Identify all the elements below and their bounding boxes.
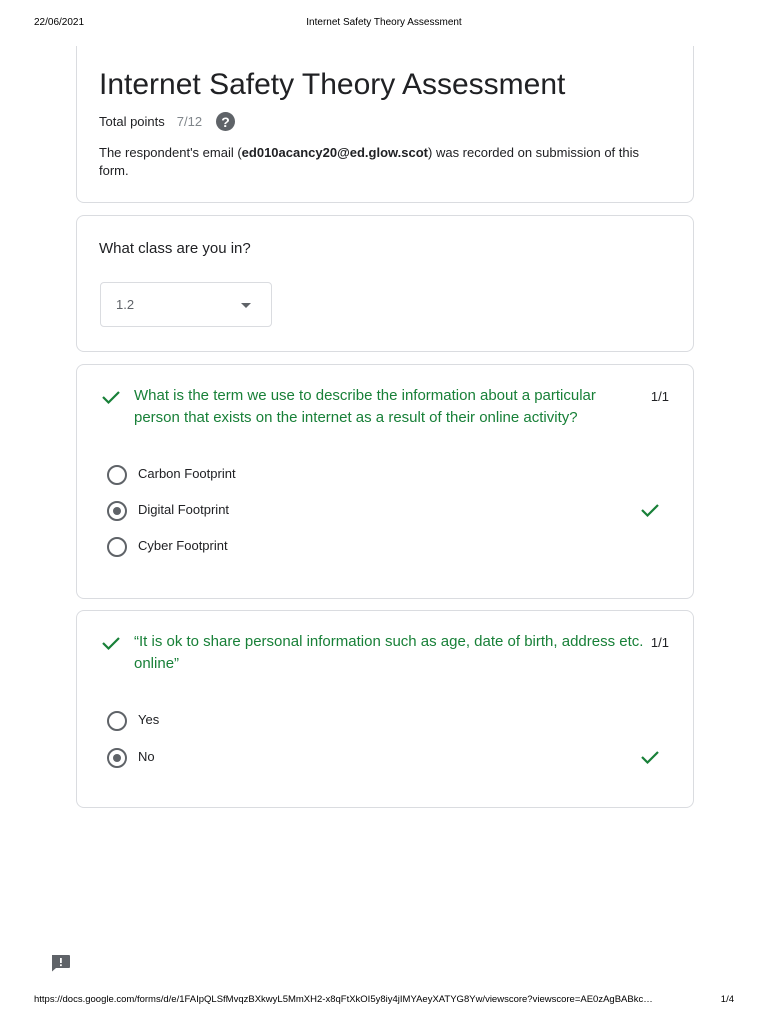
option-label: Digital Footprint	[138, 502, 230, 517]
print-header	[34, 17, 734, 31]
radio-button-selected[interactable]	[107, 501, 127, 521]
option-cyber-footprint	[107, 537, 667, 559]
print-date: 22/06/2021	[34, 17, 85, 28]
question-text: “It is ok to share personal information such as age, date of birth, address etc. online”	[134, 633, 644, 672]
question-text: What is the term we use to describe the information about a particular person that exists on the internet as a result of their online activity?	[134, 387, 596, 426]
class-question-card	[76, 215, 694, 352]
class-select-value: 1.2	[116, 297, 135, 312]
radio-button-selected[interactable]	[107, 748, 127, 768]
page-url: https://docs.google.com/forms/d/e/1FAIpQLSfMvqzBXkwyL5MmXH2-x8qFtXkOI5y8iy4jIMYAeyXATYG8Yw/viewscore?viewscore=AE0zAgBABkc…	[34, 994, 653, 1005]
print-footer	[34, 994, 734, 1008]
question-score: 1/1	[650, 635, 669, 650]
check-icon	[101, 389, 121, 405]
class-select[interactable]	[100, 282, 272, 327]
respondent-email: ed010acancy20@ed.glow.scot	[241, 145, 429, 160]
radio-button[interactable]	[107, 465, 127, 485]
check-icon	[640, 502, 660, 518]
option-label: No	[138, 749, 155, 764]
radio-button[interactable]	[107, 711, 127, 731]
radio-button[interactable]	[107, 537, 127, 557]
email-note-prefix: The respondent's email (	[99, 145, 242, 160]
question-score: 1/1	[650, 389, 669, 404]
email-note	[99, 144, 659, 180]
total-points-label: Total points	[99, 114, 165, 129]
check-icon	[101, 635, 121, 651]
question-card	[76, 610, 694, 808]
option-label: Carbon Footprint	[138, 466, 236, 481]
option-digital-footprint	[107, 501, 667, 523]
help-icon[interactable]: ?	[216, 112, 235, 131]
print-title: Internet Safety Theory Assessment	[306, 17, 462, 28]
class-question-label: What class are you in?	[99, 240, 251, 257]
feedback-icon[interactable]	[50, 954, 71, 972]
question-card	[76, 364, 694, 599]
total-points-value: 7/12	[176, 114, 203, 129]
form-title: Internet Safety Theory Assessment	[99, 68, 566, 101]
form-header-card	[76, 46, 694, 203]
option-no	[107, 748, 667, 770]
option-label: Yes	[138, 712, 160, 727]
total-points	[99, 112, 235, 131]
caret-down-icon	[241, 303, 251, 308]
option-carbon-footprint	[107, 465, 667, 487]
option-yes	[107, 711, 667, 733]
option-label: Cyber Footprint	[138, 538, 228, 553]
page-number: 1/4	[720, 994, 734, 1005]
check-icon	[640, 749, 660, 765]
email-note-suffix: ) was recorded on submission of this form.	[99, 145, 639, 178]
